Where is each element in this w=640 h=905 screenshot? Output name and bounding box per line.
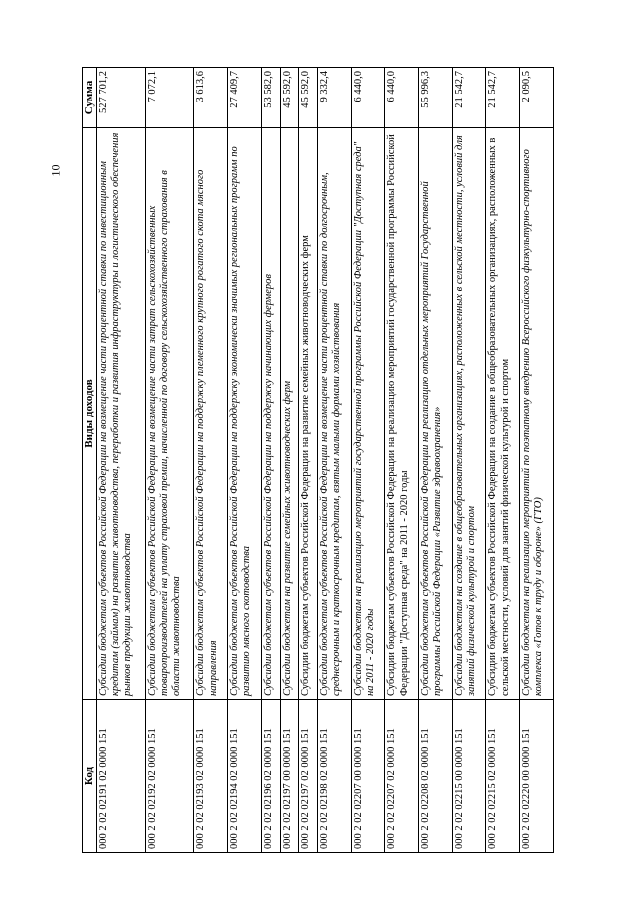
row-sum: 3 613,6 xyxy=(194,68,228,128)
row-sum: 45 592,0 xyxy=(299,68,318,128)
row-name: Субсидии бюджетам субъектов Российской Федерации на реализацию отдельных мероприятий Государственной программы Российской Федерации «Развитие здравоохранения» xyxy=(419,128,453,700)
row-sum: 2 090,5 xyxy=(520,68,554,128)
row-sum: 45 592,0 xyxy=(280,68,299,128)
header-name: Виды доходов xyxy=(83,128,97,700)
row-sum: 527 701,2 xyxy=(97,68,146,128)
row-name: Субсидии бюджетам субъектов Российской Федерации на создание в общеобразовательных организациях, расположенных в сельской местности, условий для занятий физической культурой и спортом xyxy=(486,128,520,700)
revenue-table xyxy=(82,67,554,853)
row-code: 000 2 02 02215 02 0000 151 xyxy=(486,700,520,853)
row-name: Субсидии бюджетам субъектов Российской Федерации на развитие семейных животноводческих ферм xyxy=(299,128,318,700)
row-name: Субсидии бюджетам субъектов Российской Федерации на поддержку экономически значимых региональных программ по развитию мясного скотоводства xyxy=(228,128,262,700)
table-row xyxy=(520,68,554,853)
row-code: 000 2 02 02193 02 0000 151 xyxy=(194,700,228,853)
row-sum: 21 542,7 xyxy=(452,68,486,128)
table-row xyxy=(385,68,419,853)
row-code: 000 2 02 02198 02 0000 151 xyxy=(317,700,351,853)
row-code: 000 2 02 02215 00 0000 151 xyxy=(452,700,486,853)
row-name: Субсидии бюджетам на реализацию мероприятий по поэтапному внедрению Всероссийского физкультурно-спортивного комплекса «Готов к труду и обороне» (ГТО) xyxy=(520,128,554,700)
row-name: Субсидии бюджетам субъектов Российской Федерации на возмещение части процентной ставки по долгосрочным, среднесрочным и краткосрочным кредитам, взятым малыми формами хозяйствования xyxy=(317,128,351,700)
row-code: 000 2 02 02207 02 0000 151 xyxy=(385,700,419,853)
table-row xyxy=(145,68,194,853)
table-row xyxy=(299,68,318,853)
row-code: 000 2 02 02191 02 0000 151 xyxy=(97,700,146,853)
table-row xyxy=(419,68,453,853)
table-row xyxy=(194,68,228,853)
row-code: 000 2 02 02220 00 0000 151 xyxy=(520,700,554,853)
table-header-row xyxy=(83,68,97,853)
row-sum: 7 072,1 xyxy=(145,68,194,128)
table-row xyxy=(97,68,146,853)
row-name: Субсидии бюджетам субъектов Российской Федерации на поддержку начинающих фермеров xyxy=(261,128,280,700)
row-code: 000 2 02 02192 02 0000 151 xyxy=(145,700,194,853)
row-sum: 53 582,0 xyxy=(261,68,280,128)
row-name: Субсидии бюджетам на реализацию мероприятий государственной программы Российской Федерации "Доступная среда" на 2011 - 2020 годы xyxy=(351,128,385,700)
row-sum: 27 409,7 xyxy=(228,68,262,128)
page-number: 10 xyxy=(48,164,63,177)
row-code: 000 2 02 02208 02 0000 151 xyxy=(419,700,453,853)
header-code: Код xyxy=(83,700,97,853)
row-sum: 6 440,0 xyxy=(385,68,419,128)
row-name: Субсидии бюджетам на развитие семейных животноводческих ферм xyxy=(280,128,299,700)
row-name: Субсидии бюджетам на создание в общеобразовательных организациях, расположенных в сельской местности, условий для занятий физической культурой и спортом xyxy=(452,128,486,700)
row-sum: 21 542,7 xyxy=(486,68,520,128)
row-name: Субсидии бюджетам субъектов Российской Федерации на возмещение части затрат сельскохозяйственных товаропроизводителей на уплату страховой премии, начисленной по договору сельскохозяйственного страхования в области животноводства xyxy=(145,128,194,700)
rotated-table-container xyxy=(82,68,554,853)
row-sum: 55 996,3 xyxy=(419,68,453,128)
header-sum: Сумма xyxy=(83,68,97,128)
row-code: 000 2 02 02197 00 0000 151 xyxy=(280,700,299,853)
row-name: Субсидии бюджетам субъектов Российской Федерации на поддержку племенного крупного рогатого скота мясного направления xyxy=(194,128,228,700)
row-sum: 6 440,0 xyxy=(351,68,385,128)
table-row xyxy=(486,68,520,853)
row-sum: 9 332,4 xyxy=(317,68,351,128)
table-row xyxy=(351,68,385,853)
table-row xyxy=(228,68,262,853)
row-code: 000 2 02 02196 02 0000 151 xyxy=(261,700,280,853)
table-body xyxy=(97,68,554,853)
table-row xyxy=(317,68,351,853)
table-row xyxy=(261,68,280,853)
table-row xyxy=(452,68,486,853)
row-name: Субсидии бюджетам субъектов Российской Федерации на реализацию мероприятий государственной программы Российской Федерации "Доступная среда" на 2011 - 2020 годы xyxy=(385,128,419,700)
row-code: 000 2 02 02207 00 0000 151 xyxy=(351,700,385,853)
row-name: Субсидии бюджетам субъектов Российской Федерации на возмещение части процентной ставки по инвестиционным кредитам (займам) на развитие животноводства, переработки и развития инфраструктуры и логистического обеспечения рынков продукции животноводства xyxy=(97,128,146,700)
row-code: 000 2 02 02194 02 0000 151 xyxy=(228,700,262,853)
table-row xyxy=(280,68,299,853)
row-code: 000 2 02 02197 02 0000 151 xyxy=(299,700,318,853)
